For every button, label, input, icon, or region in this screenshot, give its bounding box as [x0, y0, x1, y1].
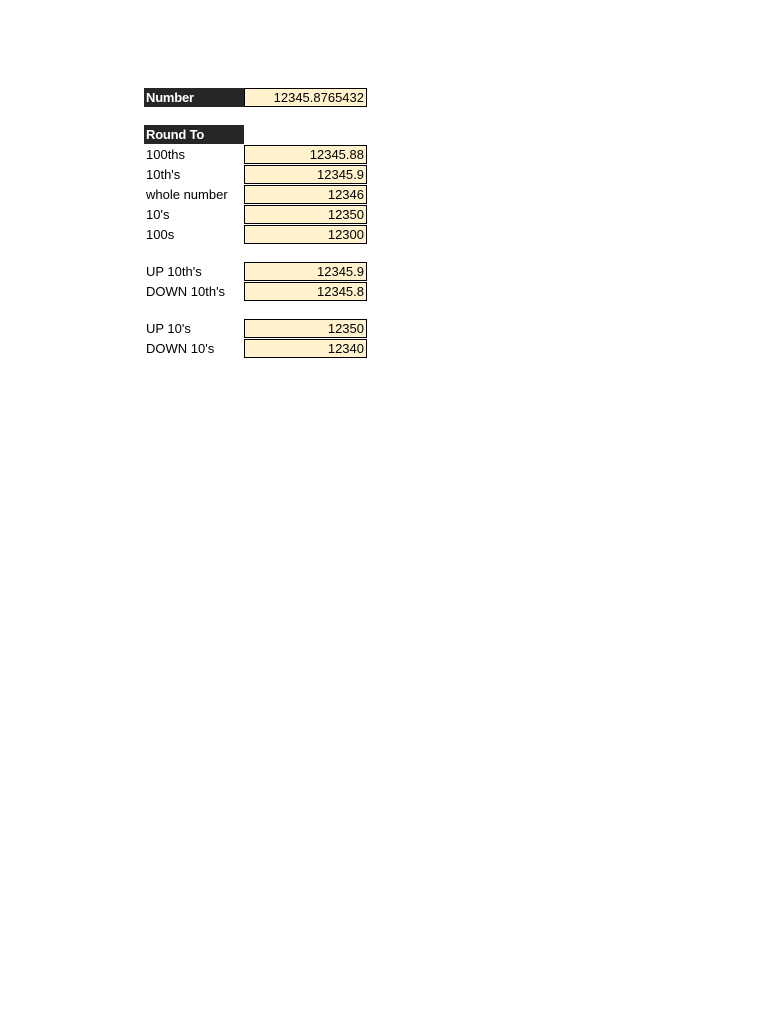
empty-cell[interactable] — [244, 125, 367, 144]
spreadsheet-area — [144, 88, 367, 358]
up-10ths-label[interactable]: UP 10th's — [146, 264, 202, 279]
up-10s-row — [144, 319, 367, 338]
down-10s-value-cell[interactable]: 12340 — [244, 339, 367, 358]
down-10s-label[interactable]: DOWN 10's — [146, 341, 215, 356]
round-10s-value-cell[interactable]: 12350 — [244, 205, 367, 224]
round-100s-label[interactable]: 100s — [146, 227, 175, 242]
up-10s-value-cell[interactable]: 12350 — [244, 319, 367, 338]
number-value-cell[interactable]: 12345.8765432 — [244, 88, 367, 107]
round-to-header[interactable]: Round To — [144, 125, 244, 144]
round-10ths-row — [144, 165, 367, 184]
round-whole-row — [144, 185, 367, 204]
up-10s-label[interactable]: UP 10's — [146, 321, 191, 336]
round-10s-label[interactable]: 10's — [146, 207, 170, 222]
round-whole-label[interactable]: whole number — [146, 187, 228, 202]
down-10ths-value-cell[interactable]: 12345.8 — [244, 282, 367, 301]
number-row — [144, 88, 367, 107]
round-100ths-value-cell[interactable]: 12345.88 — [244, 145, 367, 164]
down-10ths-label[interactable]: DOWN 10th's — [146, 284, 226, 299]
row-gap — [144, 244, 367, 262]
number-label[interactable]: Number — [144, 88, 244, 107]
round-100s-value-cell[interactable]: 12300 — [244, 225, 367, 244]
row-gap — [144, 107, 367, 125]
down-10s-row — [144, 339, 367, 358]
round-100s-row — [144, 225, 367, 244]
round-100ths-row — [144, 145, 367, 164]
round-100ths-label[interactable]: 100ths — [146, 147, 186, 162]
round-to-header-row — [144, 125, 367, 144]
round-10ths-label[interactable]: 10th's — [146, 167, 181, 182]
row-gap — [144, 301, 367, 319]
up-10ths-row — [144, 262, 367, 281]
round-10s-row — [144, 205, 367, 224]
up-10ths-value-cell[interactable]: 12345.9 — [244, 262, 367, 281]
down-10ths-row — [144, 282, 367, 301]
round-10ths-value-cell[interactable]: 12345.9 — [244, 165, 367, 184]
round-whole-value-cell[interactable]: 12346 — [244, 185, 367, 204]
